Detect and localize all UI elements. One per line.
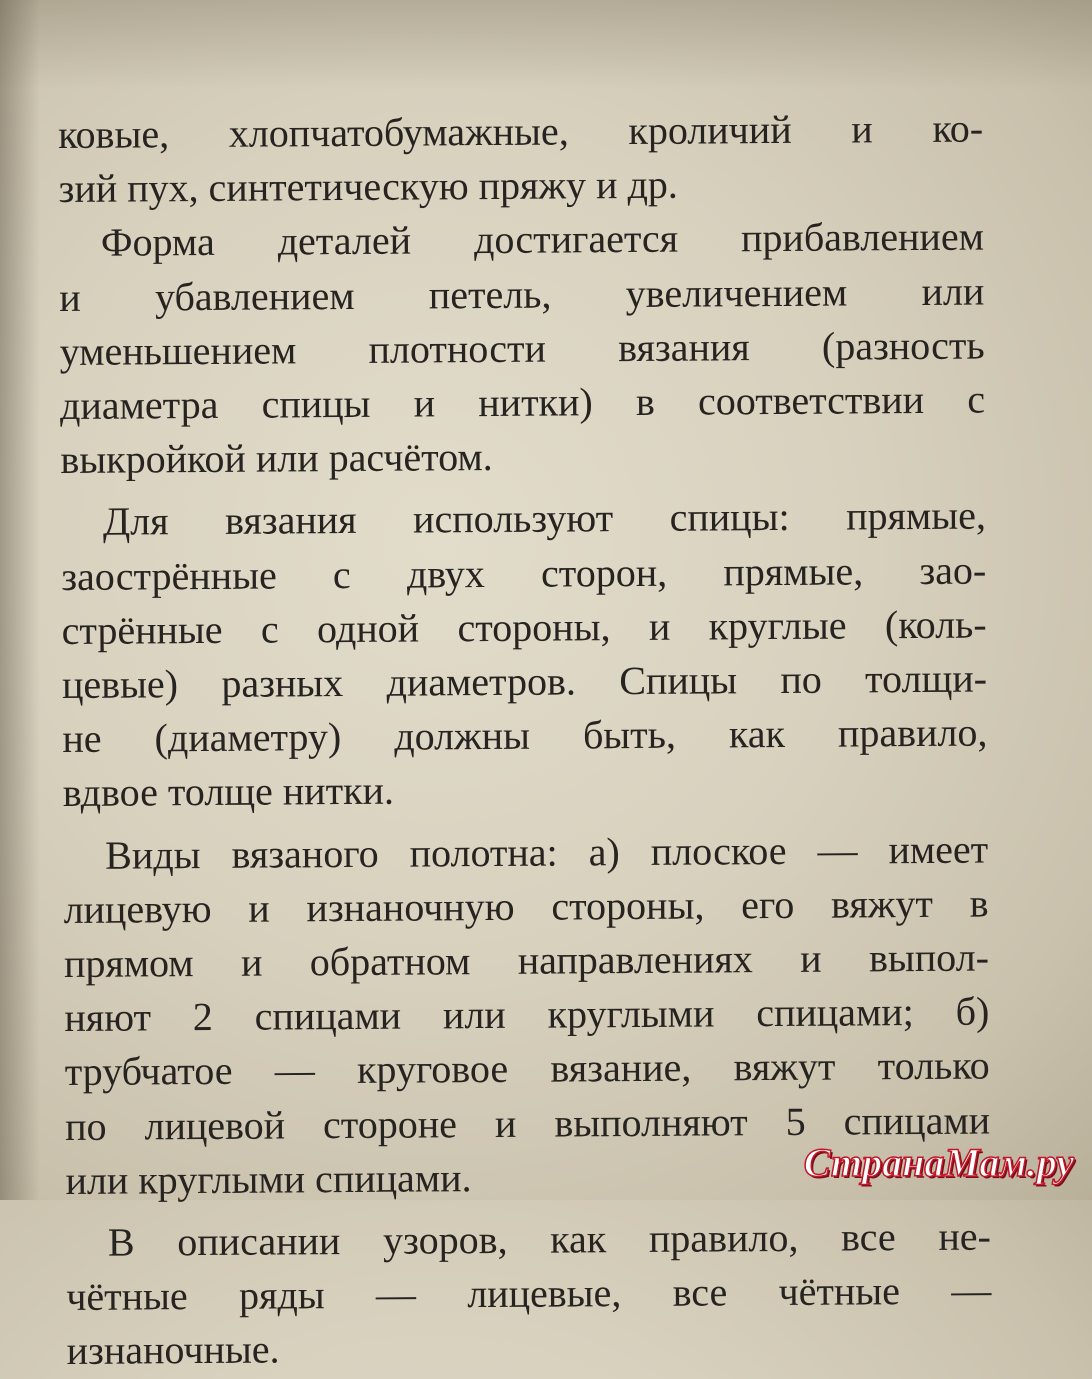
text-line: лицевую и изнаночную стороны, его вяжут в (63, 880, 989, 932)
text-line: зий пух, синтетическую пряжу и др. (58, 161, 678, 212)
text-line: заострённые с двух сторон, прямые, зао- (61, 547, 987, 599)
book-page-text (58, 102, 992, 1379)
text-line: цевые) разных диаметров. Спицы по толщи- (61, 655, 988, 708)
text-line: прямом и обратном направлениях и выпол- (63, 934, 990, 987)
text-line: трубчатое — круговое вязание, вяжут только (64, 1042, 990, 1095)
text-line: няют 2 спицами или круглыми спицами; б) (64, 988, 990, 1041)
text-line: ковые, хлопчатобумажные, кроличий и ко- (58, 105, 984, 157)
text-line: диаметра спицы и нитки) в соответствии с (59, 376, 986, 429)
page-shadow-top (0, 0, 1092, 90)
text-line: вдвое толще нитки. (62, 768, 395, 816)
text-line: стрённые с одной стороны, и круглые (коль- (61, 601, 987, 653)
text-line: В описании узоров, как правило, все не- (107, 1213, 992, 1265)
watermark-logo: СтранаМам.ру (803, 1140, 1074, 1185)
text-line: Для вязания используют спицы: прямые, (102, 492, 987, 545)
text-line: уменьшением плотности вязания (разность (59, 322, 985, 374)
text-line: или круглыми спицами. (65, 1154, 472, 1203)
text-line: выкройкой или расчётом. (60, 434, 493, 483)
text-line: и убавлением петель, увеличением или (59, 268, 985, 320)
text-line: изнаночные. (66, 1326, 280, 1374)
text-line: по лицевой стороне и выполняют 5 спицами (64, 1097, 991, 1149)
text-line: Виды вязаного полотна: а) плоское — имеет (105, 826, 989, 878)
text-line: Форма деталей достигается прибавлением (100, 213, 985, 266)
text-line: чётные ряды — лицевые, все чётные — (66, 1267, 992, 1320)
page-shadow (0, 0, 40, 1200)
text-line: не (диаметру) должны быть, как правило, (62, 709, 988, 762)
